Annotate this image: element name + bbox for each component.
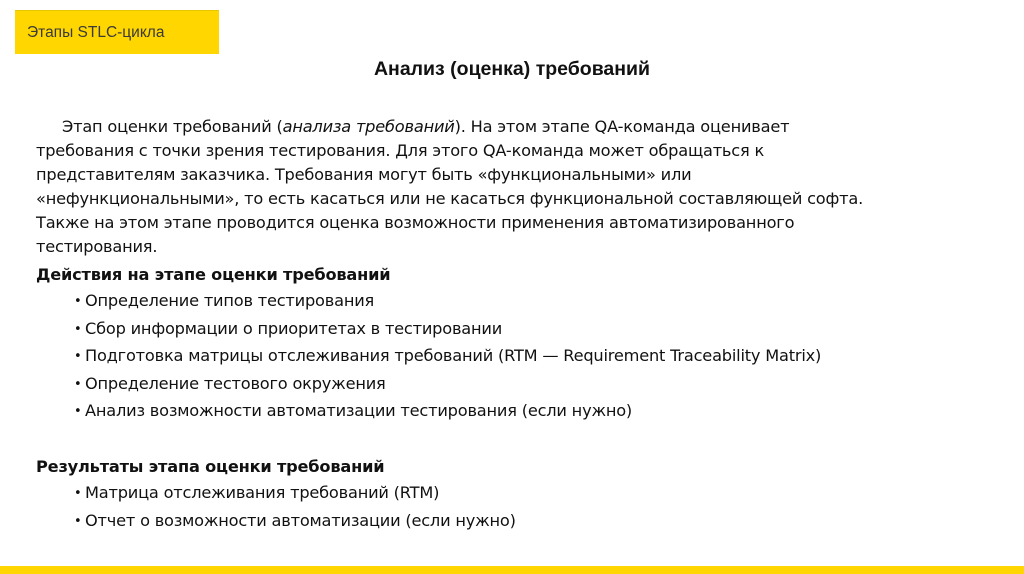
bullet-icon: • [74, 294, 82, 309]
list-item-text: Определение типов тестирования [85, 291, 375, 310]
actions-list [74, 290, 821, 428]
list-item [74, 345, 821, 373]
bullet-icon: • [74, 513, 82, 529]
slide-title: Анализ (оценка) требований [373, 58, 651, 80]
list-item [74, 510, 516, 538]
results-list [74, 482, 516, 537]
list-item [74, 482, 516, 510]
intro-text-end: ). На этом этапе QA-команда оценивает [454, 117, 790, 136]
intro-line-2: требования с точки зрения тестирования. Для этого QA-команда может обращаться к [36, 141, 765, 160]
bullet-icon: • [74, 404, 82, 419]
bullet-icon: • [74, 376, 82, 392]
intro-line-6: тестирования. [36, 237, 158, 256]
intro-paragraph [36, 115, 996, 259]
list-item [74, 373, 821, 401]
intro-emphasis: анализа требований [282, 117, 455, 136]
actions-heading: Действия на этапе оценки требований [36, 265, 391, 284]
list-item-text: Сбор информации о приоритетах в тестировании [85, 318, 503, 338]
intro-line-4: «нефункциональными», то есть касаться или не касаться функциональной составляющей софта. [36, 189, 864, 208]
list-item-text: Подготовка матрицы отслеживания требований (RTM — Requirement Traceability Matrix) [85, 346, 822, 365]
results-heading: Результаты этапа оценки требований [36, 457, 385, 476]
list-item-text: Матрица отслеживания требований (RTM) [85, 483, 440, 502]
bullet-icon: • [74, 321, 82, 337]
list-item-text: Определение тестового окружения [85, 373, 386, 393]
list-item-text: Отчет о возможности автоматизации (если нужно) [85, 510, 516, 530]
intro-line-3: представителям заказчика. Требования могут быть «функциональными» или [36, 165, 692, 184]
list-item [74, 290, 821, 318]
bottom-accent-bar [0, 566, 1024, 574]
bullet-icon: • [74, 349, 82, 364]
bullet-icon: • [74, 486, 82, 501]
list-item [74, 400, 821, 428]
list-item-text: Анализ возможности автоматизации тестирования (если нужно) [85, 401, 633, 420]
intro-line-5: Также на этом этапе проводится оценка возможности применения автоматизированного [36, 213, 795, 232]
section-tag-label: Этапы STLC-цикла [27, 23, 165, 41]
intro-text-start: Этап оценки требований ( [62, 117, 283, 136]
section-tag [15, 10, 219, 54]
intro-line-1 [36, 115, 996, 139]
list-item [74, 318, 821, 346]
